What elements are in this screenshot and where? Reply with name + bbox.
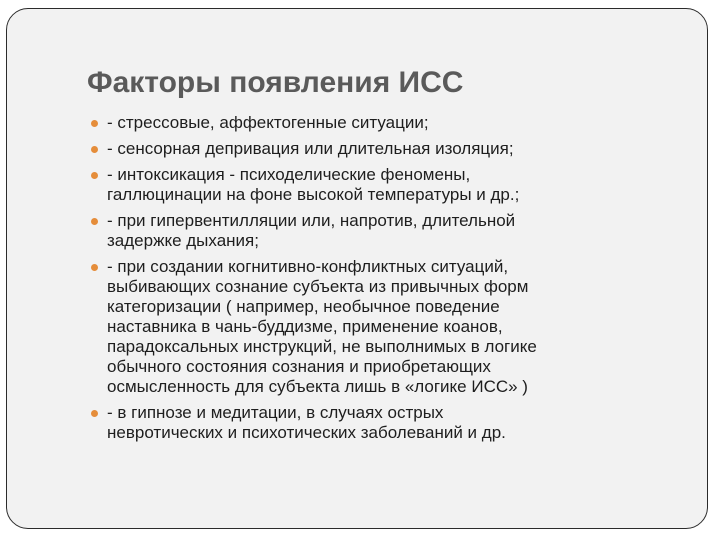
- bullet-line: - сенсорная депривация или длительная изоляция;: [107, 139, 514, 158]
- bullet-dot-icon: [85, 257, 107, 277]
- bullet-line: задержке дыхания;: [107, 231, 259, 250]
- bullet-line: галлюцинации на фоне высокой температуры и др.;: [107, 185, 520, 204]
- bullet-line: - при гипервентилляции или, напротив, длительной: [107, 211, 516, 230]
- slide-title: Факторы появления ИСС: [87, 66, 464, 99]
- bullet-dot-icon: [85, 403, 107, 423]
- bullet-text: [107, 113, 429, 133]
- bullet-line: парадоксальных инструкций, не выполнимых в логике: [107, 337, 537, 356]
- bullet-line: осмысленность для субъекта лишь в «логике ИСС» ): [107, 377, 528, 396]
- list-item: [85, 139, 685, 159]
- list-item: [85, 257, 685, 397]
- bullet-list: [85, 113, 685, 449]
- list-item: [85, 403, 685, 443]
- bullet-dot-icon: [85, 139, 107, 159]
- bullet-line: - стрессовые, аффектогенные ситуации;: [107, 113, 429, 132]
- bullet-line: наставника в чань-буддизме, применение коанов,: [107, 317, 503, 336]
- bullet-text: [107, 403, 506, 443]
- bullet-dot-icon: [85, 211, 107, 231]
- bullet-text: [107, 211, 515, 251]
- bullet-line: - в гипнозе и медитации, в случаях острых: [107, 403, 444, 422]
- bullet-dot-icon: [85, 113, 107, 133]
- slide-frame: [6, 8, 708, 529]
- bullet-line: невротических и психотических заболеваний и др.: [107, 423, 506, 442]
- bullet-text: [107, 257, 537, 397]
- list-item: [85, 165, 685, 205]
- list-item: [85, 113, 685, 133]
- bullet-line: выбивающих сознание субъекта из привычных форм: [107, 277, 529, 296]
- bullet-text: [107, 165, 519, 205]
- bullet-line: категоризации ( например, необычное поведение: [107, 297, 500, 316]
- bullet-text: [107, 139, 514, 159]
- bullet-line: обычного состояния сознания и приобретающих: [107, 357, 491, 376]
- list-item: [85, 211, 685, 251]
- bullet-line: - при создании когнитивно-конфликтных ситуаций,: [107, 257, 509, 276]
- bullet-dot-icon: [85, 165, 107, 185]
- bullet-line: - интоксикация - психоделические феномены,: [107, 165, 471, 184]
